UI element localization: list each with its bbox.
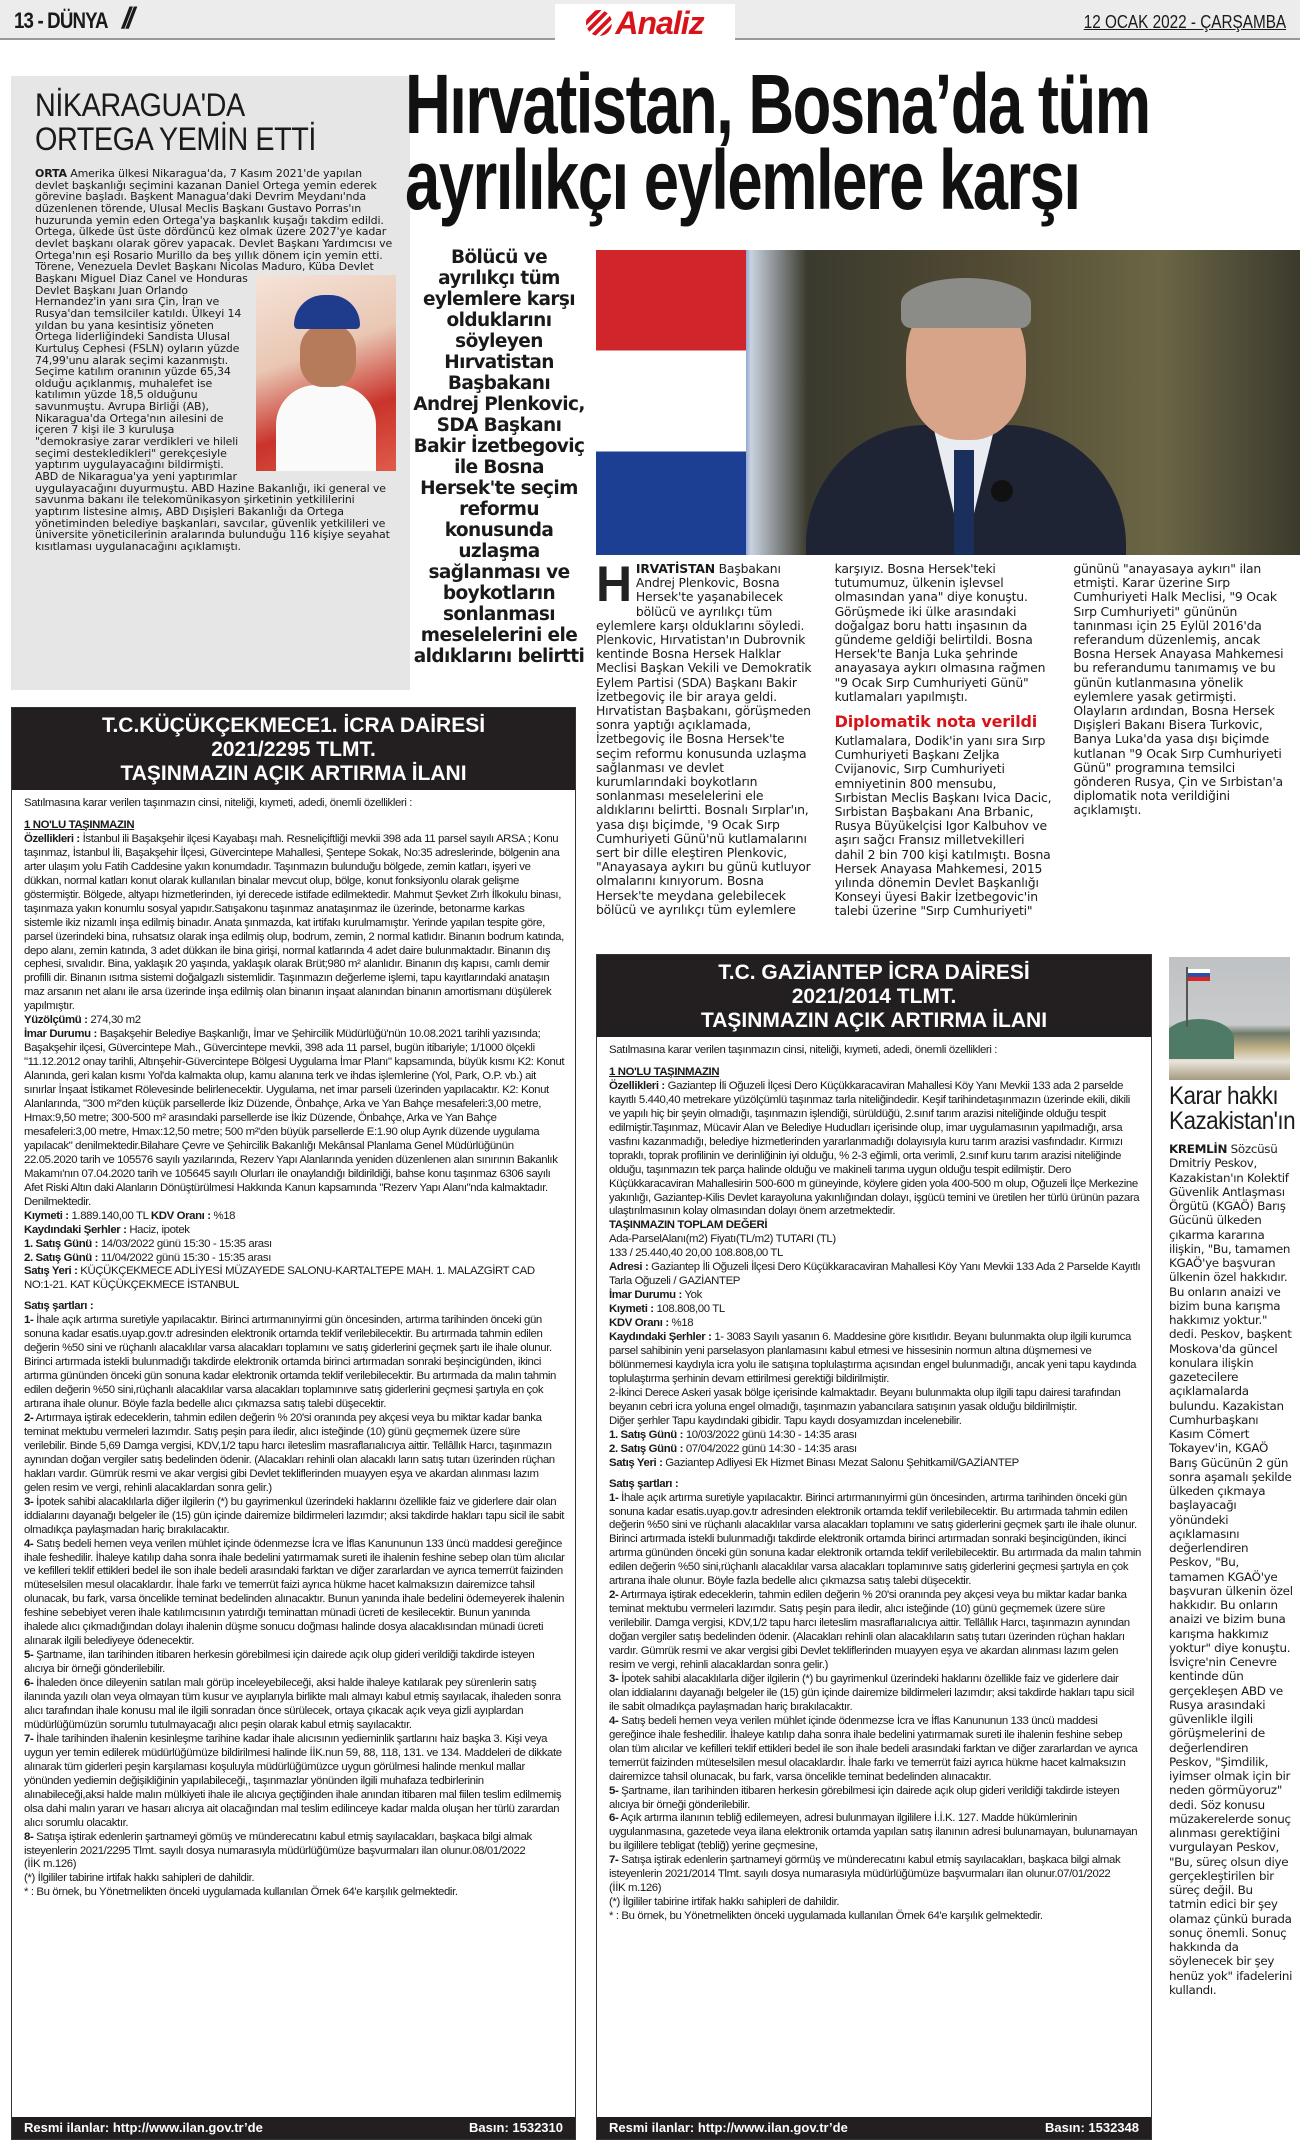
- field-value: 1.889.140,00 TL: [68, 1209, 151, 1222]
- field-value: %18: [210, 1209, 236, 1222]
- field-label: Kıymeti :: [24, 1209, 69, 1222]
- notice-field: [609, 1331, 1141, 1387]
- logo-globe-icon: [586, 10, 612, 36]
- main-deck: Bölücü ve ayrılıkçı tüm eylemlere karşı olduklarını söyleyen Hırvatistan Başbakanı Andrej Plenkovic, SDA Başkanı Bakir İzetbegoviç ile Bosna Hersek'te seçim reformu konusunda uzlaşma sağlanması ve boykotların sonlanması meselelerini ele aldıklarını belirtti: [413, 247, 585, 667]
- field-value: Gaziantep Adliyesi Ek Hizmet Binası Mezat Salonu Şehitkamil/GAZİANTEP: [662, 1456, 1019, 1469]
- condition-item: [609, 1785, 1141, 1813]
- article-paragraph: Kutlamalara, Dodik'in yanı sıra Sırp Cumhuriyeti Başkanı Zeljka Cvijanovic, Sırp Cumhuriyeti emniyetinin 800 mensubu, Sırbistan Meclis Başkanı Ivica Dacic, Sırbistan Başbakanı Ana Brbanic, Rusya Büyükelçisi Igor Kalbuhov ve aşırı sağcı Fransız milletvekilleri dahil 2 bin 700 kişi katılmıştı. Bosna Hersek Anayasa Mahkemesi, 2015 yılında dönemin Devlet Başkanlığı Konseyi üyesi Bakir İzetbegovic'in talebi üzerine "Sırp Cumhuriyeti" gününü "anayasaya aykırı" ilan etmişti. Karar üzerine Sırp Cumhuriyeti Halk Meclisi, "9 Ocak Sırp Cumhuriyeti" gününün tanınması için 25 Eylül 2016'da referandum düzenlemiş, ancak Bosna Hersek Anayasa Mahkemesi bu referandumu tanımamış ve bu günün kutlanmasına yönelik eylemlere yasak getirmişti. Olayların ardından, Bosna Hersek Dışişleri Bakanı Bisera Turkovic, Banya Luka'da yasa dışı biçimde kutlanan "9 Ocak Sırp Cumhuriyeti Günü" programına temsilci gönderen Rusya, Çin ve Sırbistan'a diplomatik nota verildiğini açıklamıştı.: [834, 561, 1284, 919]
- kremlin-photo: [1169, 957, 1290, 1080]
- field-value: Ada-ParselAlanı(m2) Fiyatı(TL/m2) TUTARI (TL): [609, 1233, 836, 1246]
- field-label: 2. Satış Günü :: [609, 1442, 684, 1455]
- condition-text: Şartname, ilan tarihinden itibaren herkesin görebilmesi için dairede açık olup gideri verildiği takdirde isteyen alıcıya bir örneği gönderilebilir.: [24, 1649, 535, 1676]
- field-value: 10/03/2022 günü 14:30 - 14:35 arası: [683, 1428, 857, 1441]
- notice-header-line: 2021/2014 TLMT.: [791, 985, 957, 1008]
- notice-field: [24, 833, 565, 1014]
- condition-number: 6-: [24, 1677, 34, 1690]
- notice-field: [609, 1261, 1141, 1289]
- section-slashes: //: [122, 2, 131, 35]
- notice-field: [609, 1443, 1141, 1457]
- condition-item: [609, 1715, 1141, 1785]
- notice-field: [609, 1233, 1141, 1247]
- condition-text: İhaleden önce dileyenin satılan malı görüp inceleyebileceği, aksi halde ihaleye katılarak pey sürenlerin satış ilanında yazılı olan veya olmayan tüm kusur ve ayıplarıyla birlikte malı almayı kabul etmiş sayılacak, ihaleden sonra alıcı tarafından ihale konusu mal ile ilgili sonradan önce sürülecek, ortaya çıkacak açık veya gizli ayıplardan müdürlüğümüzün sorumlu tutulmayacağı alıcı peşin olarak kabul etmiş sayılacaktır.: [24, 1677, 561, 1731]
- conditions-title: Satış şartları :: [609, 1477, 679, 1490]
- notice-field: [24, 1028, 565, 1209]
- condition-text: İpotek sahibi alacaklılarla diğer ilgilerin (*) bu gayrimenkul üzerindeki haklarını özellikle faiz ve giderlere dair olan iddialarını dayanağı belgeler ile (15) gün içinde dairemize bildirmeleri lazımdır; aksi takdirde hakları tapu sicil ile sabit olmadıkça paylaşmadan hariç bırakılacaktır.: [609, 1672, 1134, 1713]
- field-label: KDV Oranı :: [609, 1317, 669, 1330]
- field-label: TAŞINMAZIN TOPLAM DEĞERİ: [609, 1219, 768, 1232]
- notice-footer: [12, 2117, 575, 2139]
- notice-header-line: T.C. GAZİANTEP İCRA DAİRESİ: [718, 961, 1030, 984]
- field-value: 108.808,00 TL: [653, 1303, 725, 1316]
- condition-item: [24, 1314, 565, 1412]
- notice-closing-line: (*) İlgililer tabirine irtifak hakkı sahipleri de dahildir.: [609, 1896, 840, 1909]
- condition-text: İhale açık artırma suretiyle yapılacaktır. Birinci artırmanınyirmi gün öncesinden, artırma tarihinden önceki gün sonuna kadar esatis.uyap.gov.tr adresinden elektronik ortamda teklif verilebilecektir. Bu artırmada tahmin edilen değerin %50 sini ve rüçhanlı alacaklılar varsa alacakları toplamını ve satış giderlerini geçmek şartı ile ihale olunur. Birinci artırmada istekli bulunmadığı takdirde elektronik ortamda birinci artırmadan sonraki beşincigünden, ikinci artırma gününden önceki gün sonuna kadar elektronik ortamda teklif verilebilecektir. Bu artırmada da malın tahmin edilen değerin %50 sini,rüçhanlı alacaklılar varsa alacakları toplamınıve satış giderlerini geçmesi şartıyla en çok artırana ihale olunur. Böyle fazla bedelle alıcı çıkmazsa satış talebi düşecektir.: [24, 1314, 556, 1411]
- condition-number: 4-: [609, 1714, 619, 1727]
- field-label: Kıymeti :: [609, 1303, 654, 1316]
- notice-header-line: TAŞINMAZIN AÇIK ARTIRMA İLANI: [120, 762, 467, 785]
- press-code: Basın: 1532348: [1045, 2120, 1139, 2135]
- russian-flag-icon: [1188, 969, 1210, 981]
- press-code: Basın: 1532310: [469, 2120, 563, 2135]
- notice-header-line: T.C.KÜÇÜKÇEKMECE1. İCRA DAİRESİ: [101, 714, 486, 737]
- notice-field: [24, 1014, 565, 1028]
- issue-date: 12 OCAK 2022 - ÇARŞAMBA: [1083, 12, 1286, 32]
- condition-text: Açık artırma ilanının tebliğ edilemeyen, adresi bulunmayan ilgililere İ.İ.K. 127. Madde hükümlerinin uygulanmasına, gazetede veya ilana elektronik ortamda yapılan satış ilanının adresi bulunamayan, bulunamayan bu ilgililere tebligat (tebliğ) yerine geçmesine,: [609, 1812, 1138, 1853]
- field-value: 274,30 m2: [87, 1014, 141, 1027]
- field-label: Özellikleri :: [24, 832, 80, 845]
- condition-number: 1-: [24, 1314, 34, 1327]
- nicaragua-body: [35, 168, 396, 553]
- field-value: KÜÇÜKÇEKMECE ADLİYESİ MÜZAYEDE SALONU-KARTALTEPE MAH. 1. MALAZGİRT CAD NO:1-21. KAT KÜÇÜKÇEKMECE İSTANBUL: [24, 1265, 535, 1292]
- legal-notice-gaziantep: [596, 954, 1152, 2140]
- nicaragua-headline: [35, 88, 396, 156]
- notice-intro: Satılmasına karar verilen taşınmazın cinsi, niteliği, kıymeti, adedi, önemli özellikleri :: [24, 797, 413, 809]
- condition-number: 1-: [609, 1491, 619, 1504]
- condition-number: 2-: [24, 1411, 34, 1424]
- field-value: 07/04/2022 günü 14:30 - 14:35 arası: [683, 1442, 857, 1455]
- condition-text: İhale tarihinden ihalenin kesinleşme tarihine kadar ihale alıcısının yedieminlik şartlarını haiz başka 3. Kişi veya uygun yer temin edilerek müdürlüğümüze bildirilmesi halinde İİK.nun 59, 88, 118, 131. ve 134. Maddeleri de dikkate alınarak tüm giderleri peşin karşılaması koşuluyla müdürlüğümüzce uygun görülmesi halinde menkul mallar yönünden yediemin değişikliğinin yapılabileceği,, taşınmazlar yönünden ilgili muhafaza tedbirlerinin alınabileceği,aksi halde malın mülkiyeti ihale ile alıcıya geçtiğinden ihale anından itibaren mal fiilen teslim edilmemiş olsa dahi malın yararı ve hasarı alıcıya ait olacağından mal teslim edilinceye kadar malda oluşan her türlü zarardan alıcı sorumlu olacaktır.: [24, 1732, 562, 1829]
- field-label: 2. Satış Günü :: [24, 1251, 99, 1264]
- headline-line: Kazakistan'ın: [1169, 1107, 1296, 1135]
- kazakhstan-headline: [1169, 1082, 1296, 1135]
- notice-header: [597, 955, 1151, 1037]
- notice-field: [24, 1224, 565, 1238]
- conditions-title: Satış şartları :: [24, 1300, 94, 1313]
- field-label: 1. Satış Günü :: [609, 1428, 684, 1441]
- field-value: %18: [668, 1317, 694, 1330]
- condition-number: 5-: [609, 1784, 619, 1797]
- field-value: Haciz, ipotek: [126, 1223, 190, 1236]
- notice-field: [609, 1289, 1141, 1303]
- field-value: Başakşehir Belediye Başkanlığı, İmar ve Şehircilik Müdürlüğü'nün 10.08.2021 tarihli yazısında; Başakşehir ilçesi, Güvercintepe Mah., Güvercintepe mevkii, 398 ada 11 parsel, bugün itibariyle; 1/1000 ölçekli "11.12.2012 onay tarihli, Altınşehir-Güvercintepe Bölgesi Uygulama İmar Planı" kapsamında, büyük kısmı K2: Konut Alanında, geri kalan kısmı Yol'da kalmakta olup, kamu alanına terk ve ihdas işlemlerine (Yol, Park, O.P. vb.) ait sınırlar İnşaat İstikamet Rölevesinde belirlenecektir. Uygulama, net imar parseli üzerinden yapılacaktır. K2: Konut Alanlarında, "300 m²'den küçük parsellerde İkiz Düzende, Önbahçe, Arka ve Yan Bahçe mesafeleri:3,00 metre, Hmax:9,50 metre; 300-500 m² arasındaki parsellerde ise İkiz Düzende, Önbahçe, Arka ve Yan Bahçe mesafeleri:3,00 metre, Hmax:12,50 metre; 500 m²'den büyük parsellerde E:1.90 olup Ayrık düzende uygulama yapılacak" denilmektedir.Bilahare Çevre ve Şehircilik Bakanlığı Mekânsal Planlama Genel Müdürlüğünün 22.05.2020 tarih ve 105576 sayılı yazılarında, Rezerv Yapı Alanlarında yeniden düzenlenen alan sınırının Bakanlık Makamı'nın 07.04.2020 tarih ve 105645 sayılı Olurları ile onaylandığı bildirildiği, bahse konu taşınmaz 6306 sayılı Afet Riski Altın daki Alanların Dönüştürülmesi Hakkında Kanun kapsamında "Rezerv Yapı Alanı"nda kalmaktadır. Denilmektedir.: [24, 1028, 565, 1208]
- field-value: Gaziantep İli Oğuzeli İlçesi Dero Küçükkaracaviran Mahallesi Köy Yanı Mevkii 133 ada 2 parselde kayıtlı 5.440,40 metrekare yüzölçümlü taşınmaz tarla niteliğindedir. Keşif tarihindetaşınmazın üzerinde ekili, dikili ve yapılı hiç bir şeyin olmadığı, taşınmazın işlendiği, sürüldüğü, 2.sınıf tarım arazisi niteliğinde olduğu tespit edilmiştir.Taşınmaz, Mücavir Alan ve Belediye Hududları içerisinde olup, imar uygulamasının yapılmadığı, arsa vasfını kazanmadığı, belediye hizmetlerinden yararlanmadığı dolayısıyla kuru tarım arazisi vasfındadır. Kırmızı topraklı, toprak profilinin ve derinliğinin iyi olduğu, % 2-3 eğimli, orta verimli, 2.sınıf kuru tarım arazisi niteliğinde olduğu, taşınmazın tek parça halinde olduğu ve makineli tarıma uygun olduğu tespit edilmiştir. Dero Küçükkaracaviran Mahallesirin 500-600 m güneyinde, köylere giden yola 400-500 m olup, Oğuzeli İlçe Merkezine yakınlığı, Gaziantep-Kilis Devlet karayoluna yakınlığından dolayı, işgücü temini ve üretilen her türlü ürünün pazara ulaştırılmasının kolay olmasından dolayı önem arzetmektedir.: [609, 1079, 1140, 1218]
- notice-field: [609, 1317, 1141, 1331]
- article-lead-word: ORTA: [35, 167, 67, 180]
- condition-item: [609, 1854, 1141, 1882]
- field-value: 14/03/2022 günü 15:30 - 15:35 arası: [98, 1237, 272, 1250]
- condition-text: Satış bedeli hemen veya verilen mühlet içinde ödenmezse İcra ve İflas Kanununun 133 üncü maddesi gereğince ihale feshedilir. İhaleye katılıp daha sonra ihale bedelini yatırmamak sureti ile ihalenin feshine sebep olan tüm alıcılar ve kefilleri teklif ettikleri bedel ile son ihale bedeli arasındaki farktan ve diğer zararlardan ve ayrıca temerrüt faizinden müteselsilen mesul olacaklardır. İhale farkı ve temerrüt faizi ayrıca hükme hacet kalmaksızın dairemizce tahsil olunacak, bu fark, varsa öncelikle teminat bedelinden alınacaktır.: [609, 1714, 1138, 1783]
- field-label: Kaydındaki Şerhler :: [24, 1223, 127, 1236]
- headline-line: Karar hakkı: [1169, 1082, 1279, 1110]
- nicaragua-text-part1: Amerika ülkesi Nikaragua'da, 7 Kasım 2021'de yapılan devlet başkanlığı seçimini kazanan Daniel Ortega yemin ederek görevine başladı. Başkent Managua'daki Devrim Meydanı'nda düzenlenen törende, Ulusal Meclis Başkanı Gustavo Porras'ın huzurunda yemin eden Ortega'ya başkanlık kuşağı takdim edildi. Ortega, ülkede üst üste dördüncü kez olmak üzere 2027'ye kadar devlet başkanı olarak görev yapacak. Devlet Başkanı Yardımcısı ve Ortega'nın eşi Rosario Murillo da beş yıllık dönem için yemin etti. Törene, Venezuela Devlet Başkanı Nicolas Maduro,: [35, 167, 393, 274]
- notice-field: [24, 1265, 565, 1293]
- notice-item-heading: 1 NO'LU TAŞINMAZIN: [609, 1065, 720, 1078]
- notice-body: [597, 1037, 1151, 2122]
- field-label: Adresi :: [609, 1261, 649, 1274]
- notice-closing-line: (*) İlgililer tabirine irtifak hakkı sahipleri de dahildir.: [24, 1872, 255, 1885]
- nicaragua-text-part2: Küba Devlet Başkanı Miguel Diaz Canel ve Honduras Devlet Başkanı Juan Orlando Hernandez'in yanı sıra Çin, İran ve Rusya'dan temsilciler katıldı. Ülkeyi 14 yıldan bu yana kesintisiz yöneten Ortega liderliğindeki Sandista Ulusal Kurtuluş Cephesi (FSLN) oyların yüzde 74,99'unu alarak seçimi kazanmıştı. Seçime katılım oranının yüzde 65,34 olduğu açıklanmış, muhalefet ise katılımın yüzde 18,5 olduğunu savunmuştu. Avrupa Birliği (AB), Nikaragua'da Ortega'nın ailesini de içeren 7 kişi ile 3 kuruluşa "demokrasiye zarar verdikleri ve hileli seçimi destekledikleri" gerekçesiyle yaptırım uygulayacağını bildirmişti. ABD de Nikaragua'ya yeni yaptırımlar uygulayacağını duyurmuştu. ABD Hazine Bakanlığı, iki general ve savunma bakanı ile telekomünikasyon şirketinin yetkililerini yaptırım listesine almış, ABD Dışişleri Bakanlığı da Ortega yönetiminden belediye başkanları, savcılar, güvenlik yetkilileri ve üniversite yöneticilerinin aralarında bulunduğu 116 kişiye seyahat kısıtlaması uygulanacağını açıklamıştı.: [35, 260, 390, 553]
- notice-field: [609, 1415, 1141, 1429]
- legal-notice-kucukcekmece: [11, 707, 576, 2140]
- headline-line: ORTEGA YEMİN ETTİ: [35, 121, 316, 157]
- condition-text: Satışa iştirak edenlerin şartnameyi gömüş ve münderecatını kabul etmiş sayılacakları, başkaca bilgi almak isteyenlerin 2021/2295 Tlmt. sayılı dosya numarasıyla müdürlüğümüze başvurmaları ilan olunur.08/01/2022: [24, 1830, 532, 1857]
- condition-text: Satışa iştirak edenlerin şartnameyi görmüş ve münderecatını kabul etmiş sayılacakları, başkaca bilgi almak isteyenlerin 2021/2014 Tlmt. sayılı dosya numarasıyla müdürlüğümüze başvurmaları ilan olunur.07/01/2022: [609, 1854, 1121, 1881]
- notice-field: [24, 1210, 565, 1224]
- field-value: 11/04/2022 günü 15:30 - 15:35 arası: [98, 1251, 271, 1264]
- condition-number: 6-: [609, 1812, 619, 1825]
- condition-number: 5-: [24, 1649, 34, 1662]
- condition-number: 3-: [609, 1672, 619, 1685]
- article-subheading: Diplomatik nota verildi: [834, 712, 1038, 732]
- notice-field: [24, 1238, 565, 1252]
- nicaragua-article: [11, 76, 410, 690]
- condition-item: [24, 1538, 565, 1650]
- condition-item: [24, 1677, 565, 1733]
- field-label: Özellikleri :: [609, 1079, 665, 1092]
- ortega-photo: [256, 275, 396, 471]
- official-ads-link[interactable]: Resmi ilanlar: http://www.ilan.gov.tr’de: [609, 2120, 848, 2135]
- condition-text: Artırmaya iştirak edeceklerin, tahmin edilen değerin % 20'si oranında pey akçesi veya bu miktar kadar banka teminat mektubu vermeleri lazımdır. Satış peşin para iledir, alıcı isteğinde (10) günü geçmemek üzere süre verilebilir. Damga vergisi, KDV,1/2 tapu harcı ileteslim masraflarıalıcıya aittir. Tellâllık Harcı, taşınmazın aynından doğan vergiler satış bedelinden ödenir. (Alacakları rehinli olan alacaklıların satış tutarı üzerinden rüçhan hakları vardır. Gümrük resmi ve akar vergisi gibi Devlet tekliflerinden muayyen eşya ve akardan alınması lazım gelen resim ve vergi, rehinli alacaklardan sonra gelir.): [609, 1589, 1130, 1671]
- field-value: Gaziantep İli Oğuzeli İlçesi Dero Küçükkaracaviran Mahallesi Köy Yanı Mevkii 133 Ada 2 Parselde Kayıtlı Tarla Oğuzeli / GAZİANTEP: [609, 1261, 1141, 1288]
- field-value: 133 / 25.440,40 20,00 108.808,00 TL: [609, 1247, 783, 1260]
- field-value: Diğer şerhler Tapu kaydındaki gibidir. Tapu kaydı dosyamızdan incelenebilir.: [609, 1414, 962, 1427]
- main-article-body: [596, 556, 1290, 927]
- condition-item: [24, 1412, 565, 1496]
- field-label: Yüzölçümü :: [24, 1014, 88, 1027]
- headline-line: ayrılıkçı eylemlere karşı: [405, 133, 1080, 227]
- notice-field: [24, 1252, 565, 1266]
- condition-number: 2-: [609, 1589, 619, 1602]
- article-lead-word: KREMLİN: [1169, 1142, 1228, 1156]
- condition-text: İhale açık artırma suretiyle yapılacaktır. Birinci artırmanınyirmi gün öncesinden, artırma tarihinden önceki gün sonuna kadar esatis.uyap.gov.tr adresinden elektronik ortamda teklif verilebilecektir. Bu artırmada tahmin edilen değerin %50 sini ve rüçhanlı alacaklılar varsa alacakları toplamını ve satış giderlerini geçmek şartı ile ihale olunur. Birinci artırmada istekli bulunmadığı takdirde elektronik ortamda birinci artırmadan sonraki beşincigünden, ikinci artırma gününden önceki gün sonuna kadar elektronik ortamda teklif verilebilecektir. Bu artırmada da malın tahmin edilen değerin %50 sini,rüçhanlı alacaklılar varsa alacakları toplamınıve satış giderlerini geçmesi şartıyla en çok artırana ihale olunur. Böyle fazla bedelle alıcı çıkmazsa satış talebi düşecektir.: [609, 1491, 1141, 1588]
- condition-item: [24, 1649, 565, 1677]
- condition-text: Şartname, ilan tarihinden itibaren herkesin görebilmesi için dairede açık olup gideri verildiği takdirde isteyen alıcıya bir örneği gönderilebilir.: [609, 1784, 1120, 1811]
- logo-text: Analiz: [615, 4, 704, 41]
- field-label: İmar Durumu :: [24, 1028, 97, 1041]
- notice-header-line: 2021/2295 TLMT.: [211, 738, 376, 761]
- official-ads-link[interactable]: Resmi ilanlar: http://www.ilan.gov.tr’de: [24, 2120, 263, 2135]
- article-lead-word: IRVATİSTAN: [635, 561, 715, 576]
- drop-cap: H: [596, 556, 632, 612]
- notice-header-line: TAŞINMAZIN AÇIK ARTIRMA İLANI: [700, 1009, 1048, 1032]
- field-label: 1. Satış Günü :: [24, 1237, 99, 1250]
- microphone-icon: [991, 480, 1013, 502]
- notice-field: [609, 1219, 1141, 1233]
- notice-closing-line: (İİK m.126): [609, 1882, 662, 1895]
- field-label: Satış Yeri :: [609, 1456, 663, 1469]
- headline-line: Hırvatistan, Bosna’da tüm: [405, 57, 1150, 151]
- field-value: Yok: [681, 1289, 702, 1302]
- notice-body: [12, 790, 575, 2120]
- notice-closing-line: * : Bu örnek, bu Yönetmelikten önceki uygulamada kullanılan Örnek 64'e karşılık gelmektedir.: [609, 1910, 1043, 1923]
- notice-item-heading: 1 NO'LU TAŞINMAZIN: [24, 818, 135, 831]
- notice-closing-line: * : Bu örnek, bu Yönetmelikten önceki uygulamada kullanılan Örnek 64'e karşılık gelmektedir.: [24, 1886, 458, 1899]
- field-label: KDV Oranı :: [150, 1209, 211, 1222]
- condition-item: [24, 1496, 565, 1538]
- condition-number: 3-: [24, 1495, 34, 1508]
- headline-line: NİKARAGUA'DA: [35, 87, 245, 123]
- notice-field: [609, 1387, 1141, 1415]
- notice-intro: Satılmasına karar verilen taşınmazın cinsi, niteliği, kıymeti, adedi, önemli özellikleri :: [609, 1044, 998, 1056]
- field-label: İmar Durumu :: [609, 1289, 682, 1302]
- condition-item: [24, 1733, 565, 1831]
- notice-field: [609, 1247, 1141, 1261]
- notice-field: [609, 1457, 1141, 1471]
- condition-number: 4-: [24, 1537, 34, 1550]
- newspaper-logo[interactable]: [555, 4, 735, 42]
- condition-number: 7-: [609, 1854, 619, 1867]
- article-text: Başbakanı Andrej Plenkovic, Bosna Hersek'te yaşanabilecek bölücü ve ayrılıkçı tüm eylemlere karşı olduklarını söyledi. Plenkovic, Hırvatistan'ın Dubrovnik kentinde Bosna Hersek Halklar Meclisi Başkan Vekili ve Demokratik Eylem Partisi (SDA) Başkanı Bakir İzetbegoviç ile bir araya geldi. Hırvatistan Başbakanı, görüşmeden sonra yaptığı açıklamada, İzetbegoviç ile Bosna Hersek'te seçim reformu konusunda uzlaşma sağlanması ve devlet kurumlarındaki boykotların sonlanması meselelerini ele aldıklarını belirtti. Bosnalı Sırplar'ın, yasa dışı biçimde, '9 Ocak Sırp Cumhuriyeti Günü'nü kutlamalarını sert bir dille eleştiren Plenkovic, "Anayasaya aykırı bu günü kutluyor olmalarını kınıyorum. Bosna Hersek'te meydana gelebilecek bölücü ve ayrılıkçı tüm eylemlere karşıyız. Bosna Hersek'teki tutumumuz, ülkenin işlevsel olmasından yana" diye konuştu. Görüşmede iki ülke arasındaki doğalgaz boru hattı inşasının da gündeme geldiği belirtildi. Bosna Hersek'te Banja Luka şehrinde anayasaya aykırı olmasına rağmen "9 Ocak Sırp Cumhuriyeti Günü" kutlamaları yapılmıştı.: [596, 561, 1046, 917]
- main-headline: [405, 57, 1236, 227]
- notice-field: [609, 1429, 1141, 1443]
- field-value: 1- 3083 Sayılı yasanın 6. Maddesine göre kısıtlıdır. Beyanı bulunmakta olup ilgili kurumca parsel sahibinin yeni parselasyon planlamasını kabul etmesi ve hissesinin normun altına düşmemesi ve bölünmemesi kaydıyla icra yolu ile satışına toplulaştırma açısından engel bulunmadığı, ancak yeni tapu kaydında toplulaştırma şerhinin devam ettirilmesi gerektiği bildirilmiştir.: [609, 1331, 1137, 1385]
- field-value: 2-İkinci Derece Askeri yasak bölge içerisinde kalmaktadır. Beyanı bulunmakta olup ilgili tapu dairesi tarafından beyanın cebri icra yoluna engel olmadığı, taşınmazın yabancılara satışının yasak olduğu bildirilmiştir.: [609, 1386, 1121, 1413]
- condition-text: Artırmaya iştirak edeceklerin, tahmin edilen değerin % 20'si oranında pey akçesi veya bu miktar kadar banka teminat mektubu vermeleri lazımdır. Satış peşin para iledir, alıcı isteğinde (10) günü geçmemek üzere süre verilebilir. Binde 5,69 Damga vergisi, KDV,1/2 tapu harcı ileteslim masraflarıalıcıya aittir. Tellâllık Harcı, taşınmazın aynından doğan vergiler satış bedelinden ödenir. (Alacakları rehinli olan alacaklı ların satış tutarı üzerinden rüçhan hakları vardır. Gümrük resmi ve akar vergisi gibi Devlet tekliflerinden muayyen eşya ve akardan alınması lazım gelen resim ve vergi, rehinli alacaklardan sonra gelir.): [24, 1411, 555, 1494]
- notice-closing-line: (İİK m.126): [24, 1858, 77, 1871]
- notice-header: [12, 708, 575, 790]
- notice-footer: [597, 2117, 1151, 2139]
- condition-item: [609, 1673, 1141, 1715]
- notice-field: [609, 1303, 1141, 1317]
- condition-item: [609, 1492, 1141, 1590]
- condition-item: [609, 1589, 1141, 1673]
- condition-text: Satış bedeli hemen veya verilen mühlet içinde ödenmezse İcra ve İflas Kanununun 133 üncü maddesi gereğince ihale feshedilir. İhaleye katılıp daha sonra ihale bedelini yatırmamak sureti ile ihalenin feshine sebep olan tüm alıcılar ve kefilleri teklif ettikleri bedel ile son ihale bedeli arasındaki farktan ve diğer zararlardan ve ayrıca temerrüt faizinden müteselsilen mesul olacaklardır. İhale farkı ve temerrüt faizi ayrıca hükme hacet kalmaksızın dairemizce tahsil olunacak, bu fark, varsa öncelikle teminat bedelinden alınacaktır. Bunun yanında ihale bedelini ödemeyerek ihalenin feshine sebebiyet veren ihale katılımcısının yatırdığı teminattan münadi ücreti de kesilecektir. Bunun yanında ihalede alıcı çıkmadığından dolayı ihalenin düşme sonucu doğması halinde dosya alacaklısından münadi ücreti alınarak ilgili belediyeye ödenecektir.: [24, 1537, 565, 1648]
- plenkovic-photo: [596, 250, 1300, 555]
- notice-field: [609, 1080, 1141, 1220]
- condition-item: [24, 1831, 565, 1859]
- field-label: Satış Yeri :: [24, 1265, 78, 1278]
- kazakhstan-body: [1169, 1142, 1293, 1997]
- condition-number: 8-: [24, 1830, 34, 1843]
- article-text: Sözcüsü Dmitriy Peskov, Kazakistan'ın Kolektif Güvenlik Antlaşması Örgütü (KGAÖ) Barış Gücünü ülkeden çıkarma kararına ilişkin, "Bu, tamamen KGAÖ'ye başvuran ülkenin özel hakkıdır. Bu onların anaizi ve bizim buna karışma hakkımız yoktur." dedi. Peskov, başkent Moskova'da güncel konulara ilişkin gazetecilere açıklamalarda bulundu. Kazakistan Cumhurbaşkanı Kasım Cömert Tokayev'in, KGAÖ Barış Gücünün 2 gün sonra aşamalı şekilde ülkeden çıkmaya başlayacağı yönündeki açıklamasını değerlendiren Peskov, "Bu, tamamen KGAÖ'ye başvuran ülkenin özel hakkıdır. Bu onların anaizi ve bizim buna karışma hakkımız yoktur" diye konuştu. İsviçre'nin Cenevre kentinde dün gerçekleşen ABD ve Rusya arasındaki güvenlikle ilgili görüşmelerini de değerlendiren Peskov, "Şimdilik, iyimser olmak için bir neden görmüyoruz" dedi. Söz konusu müzakerelerde sonuç alınması gerektiğini vurgulayan Peskov, "Bu, süreç olsun diye gerçekleştirilen bir süreç değil. Bu tatmin edici bir şey olamaz çünkü burada sonuç önemli. Sonuç hakkında da söylenecek bir şey henüz yok" ifadelerini kullandı.: [1169, 1142, 1293, 1997]
- condition-item: [609, 1812, 1141, 1854]
- condition-number: 7-: [24, 1732, 34, 1745]
- field-value: İstanbul ili Başakşehir ilçesi Kayabaşı mah. Resneliçiftliği mevkii 398 ada 11 parsel sayılı ARSA ; Konu taşınmaz, İstanbul İli, Başakşehir İlçesi, Güvercintepe Mahallesi, Şentepe Sokak, No:35 adreslerinde, bölgenin ana arter ulaşım yolu Fatih Caddesine yakın konumdadır. Taşınmazın bulunduğu bölgede, zemin katları, işyeri ve dükkan, normal katları konut olarak kullanılan binalar mevcut olup, bölge, konut fonksiyonlu olarak gelişme göstermiştir. Bölgede, altyapı hizmetlerinden, iyi derecede istifade edilmektedir. Mahmut Şevket Zırh İlkokulu binası, taşınmaza yakın konumlu sosyal yapıdır.Satışakonu taşınmaz anataşınmaz ile üzerinde, betonarme karkas sistemle ikiz nizamlı inşa edilmiş binadır. Anata şınmazda, kat irtifakı kurulmamıştır. Yerinde yapılan tespite göre, parsel üzerindeki bina, ruhsatsız olarak inşa edilmiş olup, bodrum, zemin, 2 normal katlıdır. Binanın bodrum katında, depo alanı, zemin katında, 3 adet dükkan ile bina girişi, normal katlarında 4 adet daire bulunmaktadır. Binanın dış cephesi, sıvalıdır. Bina, yaklaşık 20 yaşında, yaklaşık olarak Brüt;980 m² alanlıdır. Binanın dış kapısı, camlı demir profilli dir. Binanın ısıtma sistemi doğalgazlı sistemlidir. Taşınmazın değerleme işlemi, tapu kayıtlarındaki anataşın maz arsanın net alanı ile arsa üzerinde inşa edilmiş olan binanın inşaat alanından binanın amortismanı düşülerek yapılmıştır.: [24, 832, 564, 1013]
- condition-text: İpotek sahibi alacaklılarla diğer ilgilerin (*) bu gayrimenkul üzerindeki haklarını özellikle faiz ve giderlere dair olan iddialarını dayanağı belgeler ile (15) gün içinde dairemize bildirmeleri lazımdır; aksi takdirde hakları tapu sicil ile sabit olmadıkça paylaşmadan hariç bırakılacaktır.: [24, 1495, 565, 1536]
- field-label: Kaydındaki Şerhler :: [609, 1331, 712, 1344]
- page-section-label: 13 - DÜNYA: [14, 8, 108, 33]
